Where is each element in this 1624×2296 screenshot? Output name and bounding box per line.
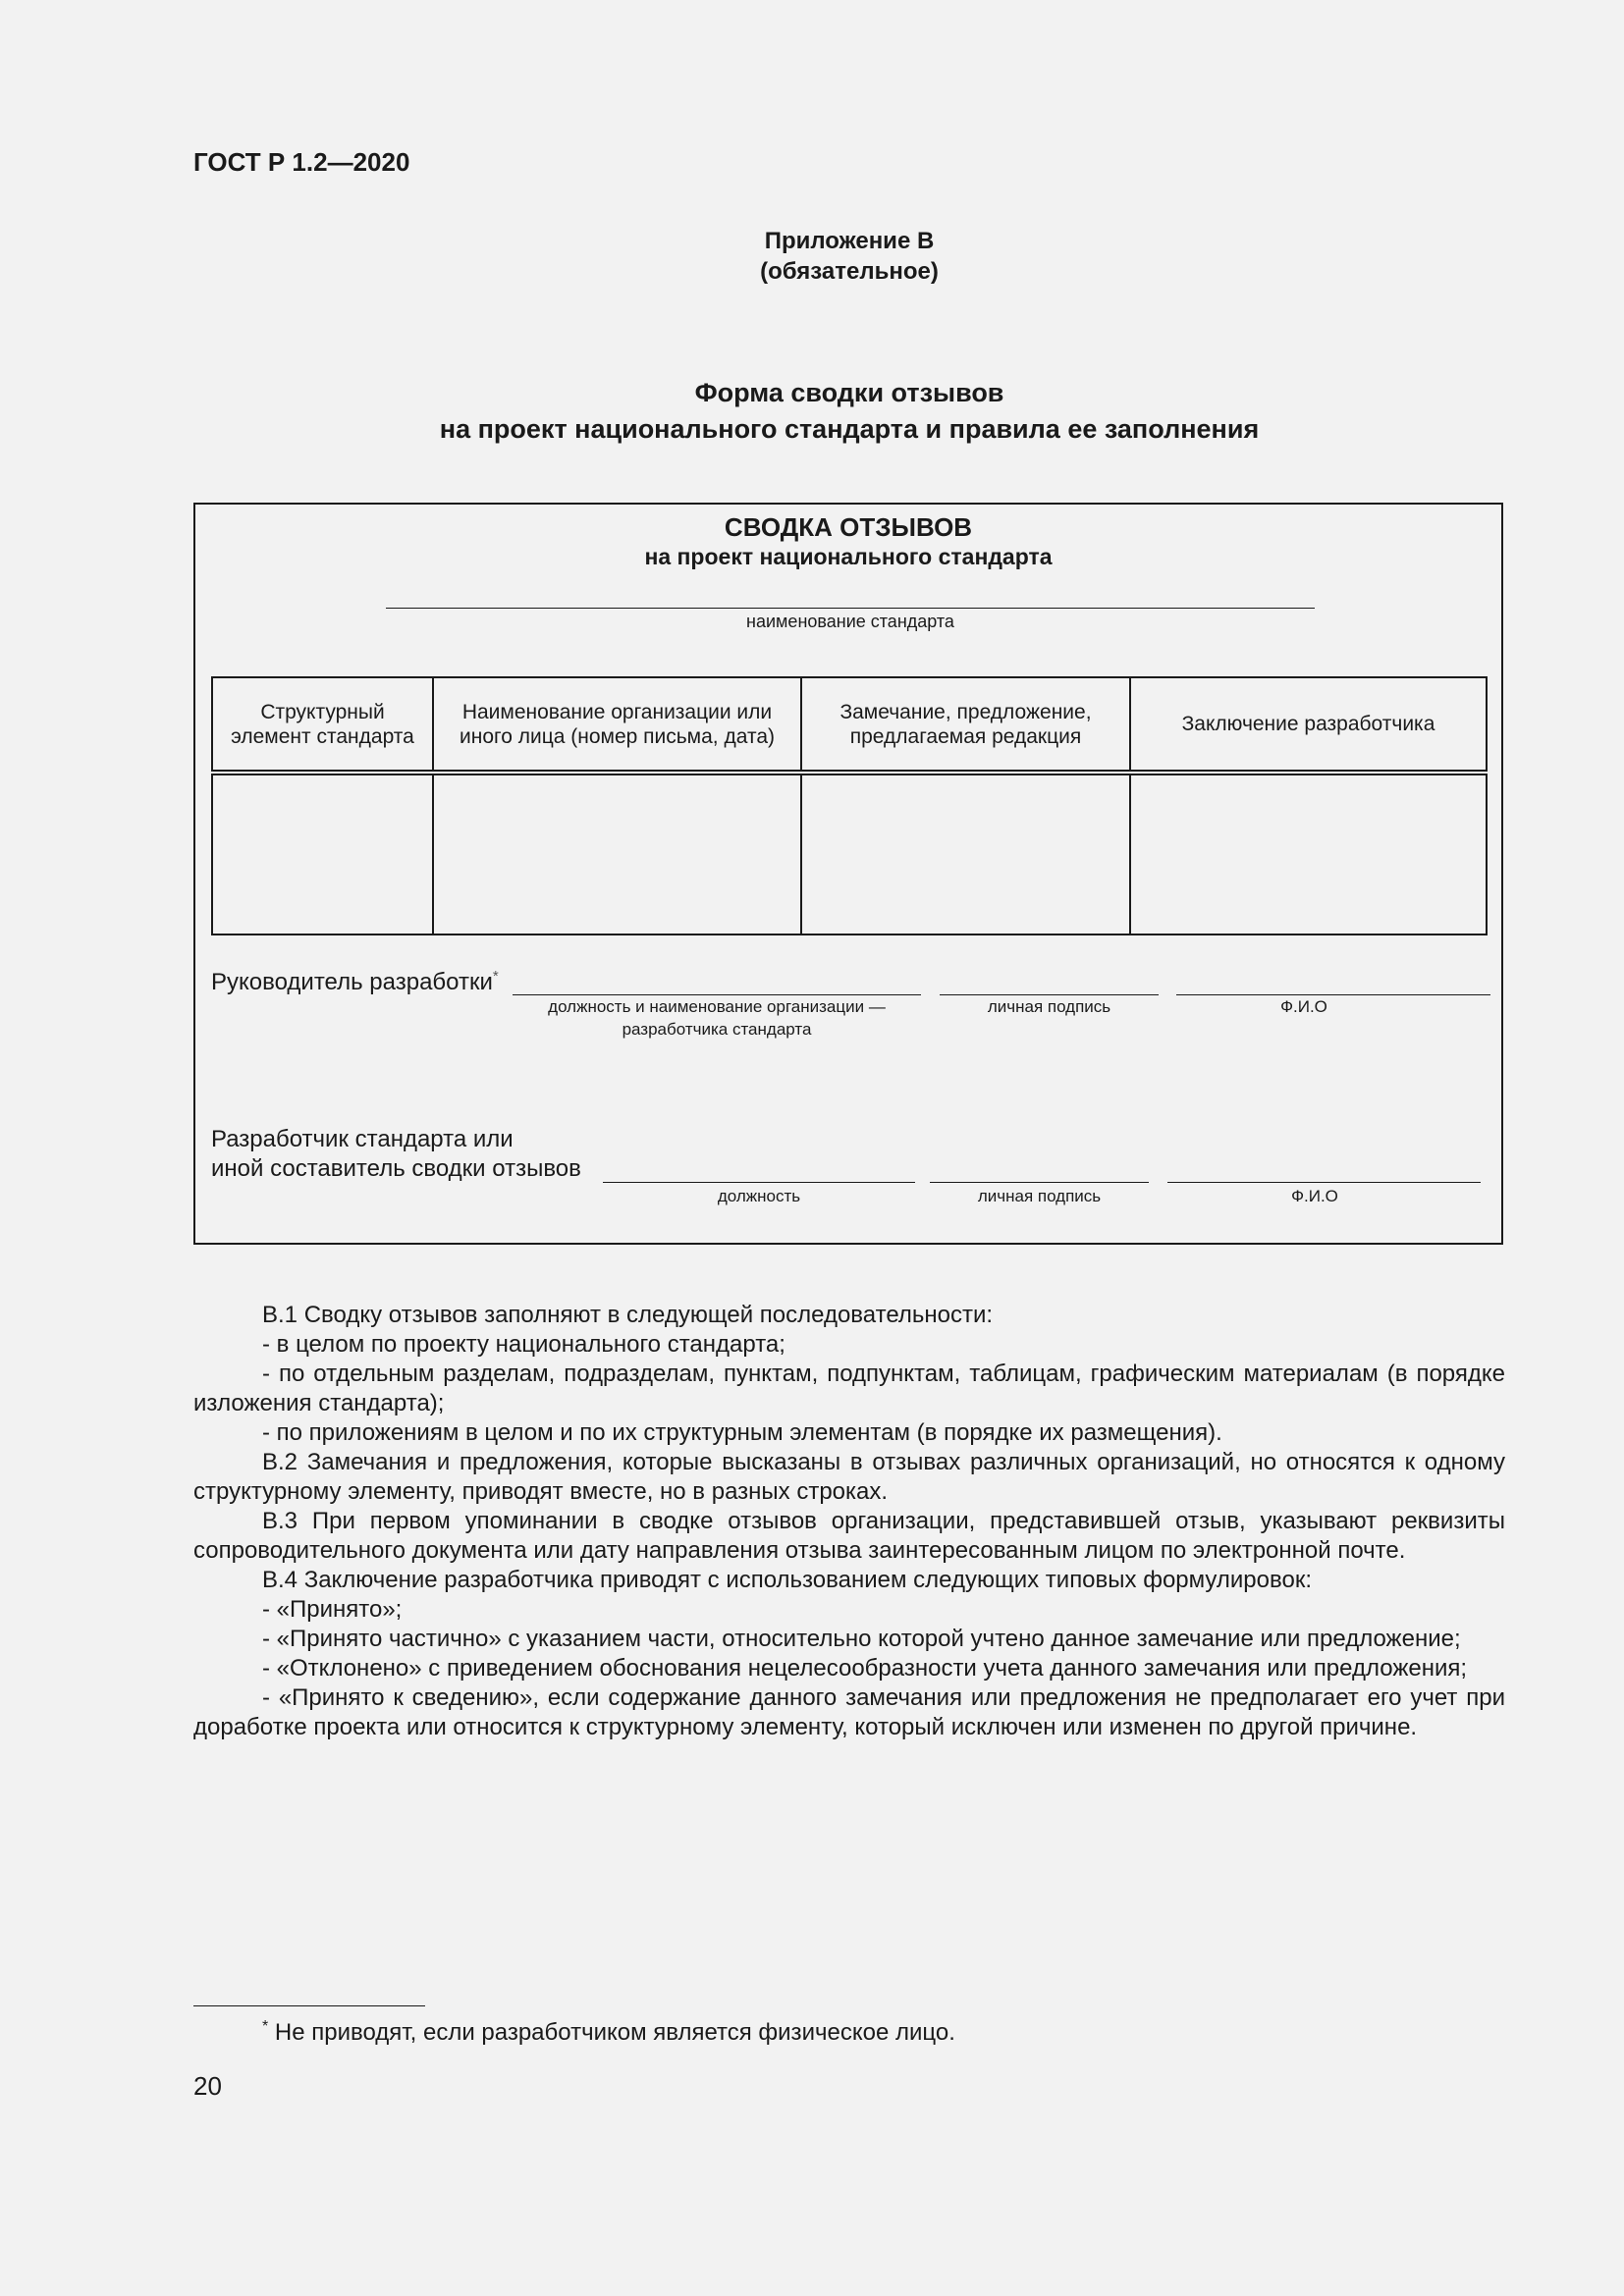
name-caption: Ф.И.О (1280, 997, 1327, 1016)
table-header-row (212, 677, 1487, 773)
list-item: - «Принято»; (262, 1596, 403, 1623)
table-cell (212, 773, 433, 934)
position-caption-line-2: разработчика стандарта (622, 1020, 812, 1039)
column-header-remark: Замечание, предложение, предлагаемая редакция (801, 677, 1130, 773)
name-line (1167, 1182, 1481, 1183)
section-title-line-1: Форма сводки отзывов (694, 378, 1004, 407)
review-table (211, 676, 1488, 935)
form-subtitle: на проект национального стандарта (644, 544, 1053, 569)
footnote-mark: * (262, 2018, 269, 2035)
list-item: - «Принято к сведению», если содержание данного замечания или предложения не предполагает его учет при доработке проекта или относится к структурному элементу, который исключен или изменен по другой причине. (193, 1684, 1505, 1740)
section-title (193, 375, 1505, 448)
name-caption: Ф.И.О (1291, 1187, 1338, 1205)
footnote-text: Не приводят, если разработчиком является физическое лицо. (268, 2019, 955, 2046)
section-title-line-2: на проект национального стандарта и правила ее заполнения (439, 414, 1260, 444)
document-code: ГОСТ Р 1.2—2020 (193, 147, 410, 177)
signature-line (930, 1182, 1149, 1183)
paragraph: В.1 Сводку отзывов заполняют в следующей последовательности: (262, 1302, 994, 1328)
standard-name-line (386, 608, 1315, 609)
review-summary-form (193, 503, 1503, 1245)
list-item: - «Отклонено» с приведением обоснования нецелесообразности учета данного замечания или предложения; (262, 1655, 1468, 1682)
paragraph: В.2 Замечания и предложения, которые высказаны в отзывах различных организаций, но относятся к одному структурному элементу, приводят вместе, но в разных строках. (193, 1449, 1505, 1505)
position-caption (513, 995, 921, 1041)
paragraph: В.4 Заключение разработчика приводят с использованием следующих типовых формулировок: (262, 1567, 1312, 1593)
paragraph: В.3 При первом упоминании в сводке отзывов организации, представившей отзыв, указывают реквизиты сопроводительного документа или дату направления отзыва заинтересованным лицом по электронной почте. (193, 1508, 1505, 1564)
footnote (262, 2018, 955, 2047)
list-item: - по приложениям в целом и по их структурным элементам (в порядке их размещения). (262, 1419, 1222, 1446)
position-line (603, 1182, 915, 1183)
list-item: - по отдельным разделам, подразделам, пунктам, подпунктам, таблицам, графическим материалам (в порядке изложения стандарта); (193, 1361, 1505, 1416)
table-cell (1130, 773, 1487, 934)
footnote-mark: * (492, 968, 499, 985)
signature-caption: личная подпись (987, 997, 1111, 1016)
standard-developer-label (211, 1125, 581, 1184)
development-head-label (211, 968, 499, 996)
page-number: 20 (193, 2071, 222, 2101)
standard-developer-label-line-1: Разработчик стандарта или (211, 1126, 514, 1152)
development-head-label-text: Руководитель разработки (211, 969, 493, 995)
footnote-separator (193, 2005, 425, 2006)
annex-title: Приложение В (764, 228, 935, 254)
standard-developer-label-line-2: иной составитель сводки отзывов (211, 1155, 581, 1182)
position-caption-line-1: должность и наименование организации — (548, 997, 886, 1016)
table-cell (801, 773, 1130, 934)
table-row (212, 773, 1487, 934)
column-header-organization: Наименование организации или иного лица (номер письма, дата) (433, 677, 801, 773)
table-cell (433, 773, 801, 934)
column-header-structural-element: Структурный элемент стандарта (212, 677, 433, 773)
filling-rules-text (193, 1301, 1505, 1742)
list-item: - в целом по проекту национального стандарта; (262, 1331, 785, 1358)
annex-heading (193, 226, 1505, 287)
position-caption: должность (717, 1187, 801, 1205)
standard-name-caption: наименование стандарта (746, 612, 954, 631)
column-header-developer-conclusion: Заключение разработчика (1130, 677, 1487, 773)
list-item: - «Принято частично» с указанием части, относительно которой учтено данное замечание или предложение; (262, 1626, 1461, 1652)
annex-status: (обязательное) (760, 258, 939, 285)
form-title: СВОДКА ОТЗЫВОВ (724, 512, 973, 542)
signature-caption: личная подпись (977, 1187, 1102, 1205)
